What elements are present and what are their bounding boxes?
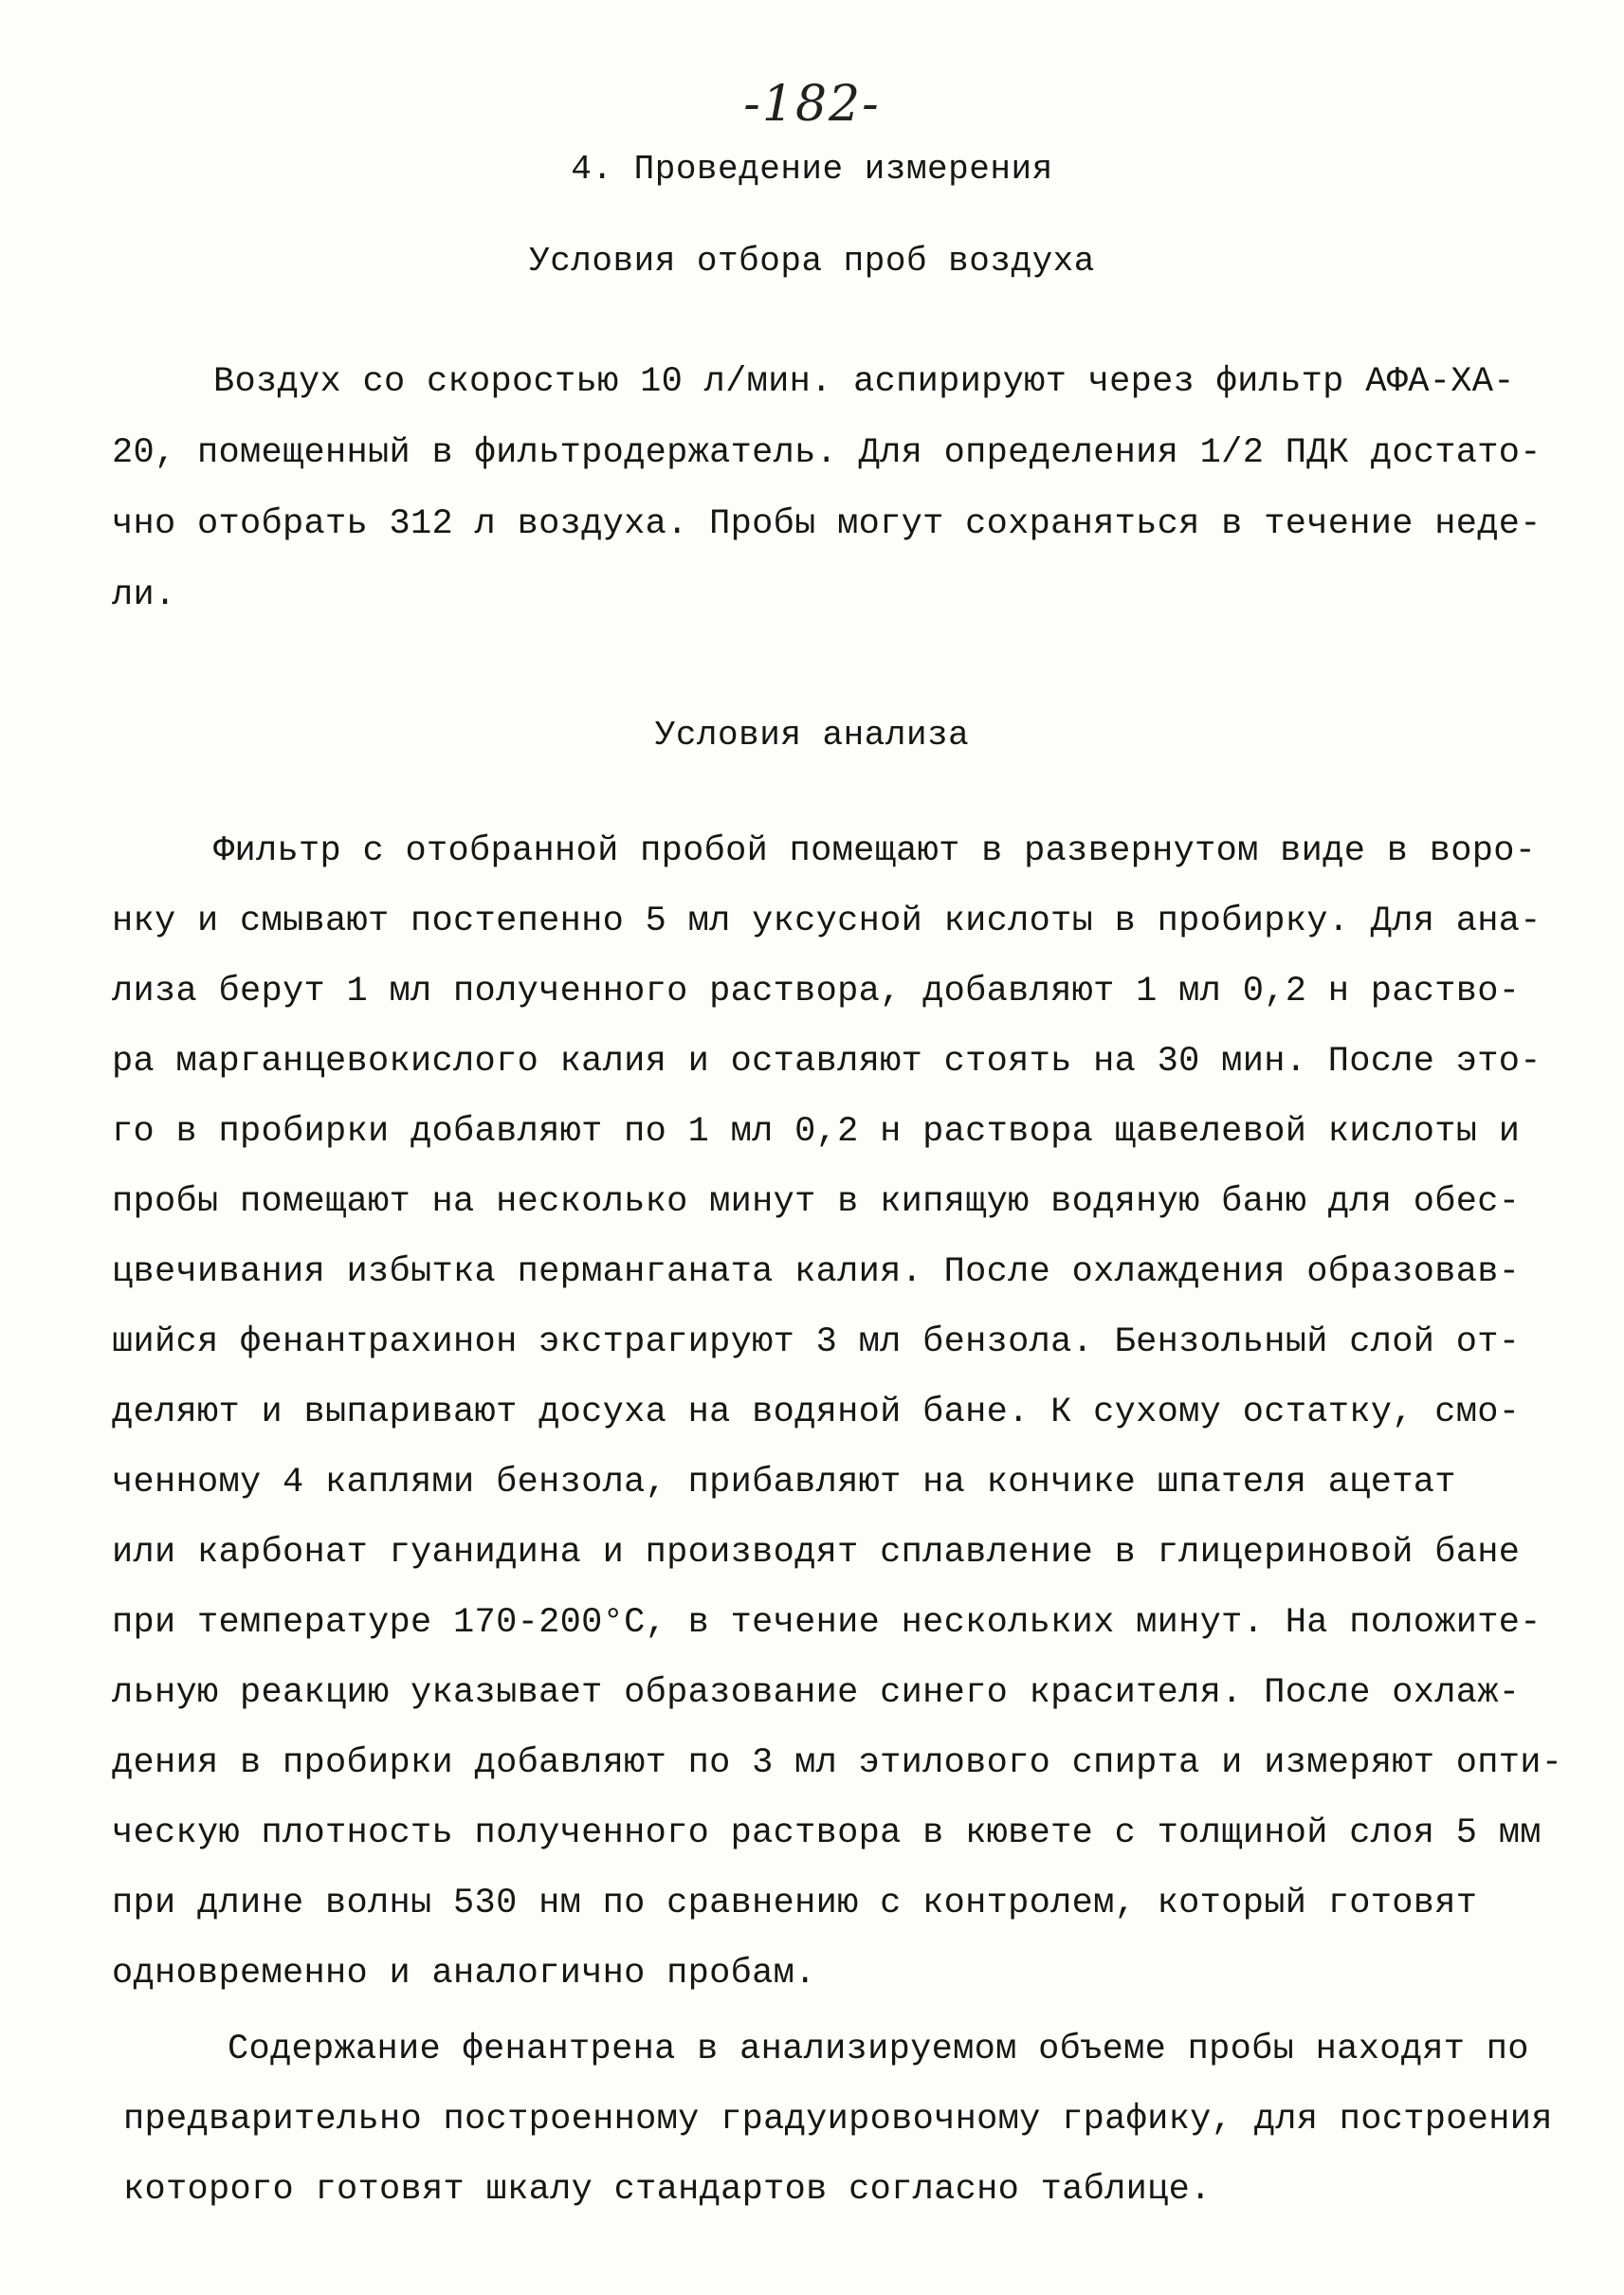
- text-line: или карбонат гуанидина и производят сплавление в глицериновой бане: [112, 1533, 1521, 1573]
- text-line: ли.: [112, 575, 176, 615]
- text-line: пробы помещают на несколько минут в кипящую водяную баню для обес-: [112, 1182, 1521, 1222]
- section-title: 4. Проведение измерения: [571, 150, 1053, 189]
- text-line: ческую плотность полученного раствора в кювете с толщиной слоя 5 мм: [112, 1813, 1542, 1853]
- text-line: одновременно и аналогично пробам.: [112, 1954, 816, 1994]
- text-line: при температуре 170-200°С, в течение нескольких минут. На положите-: [112, 1603, 1542, 1643]
- page-number: -182-: [743, 76, 881, 133]
- subsection-analysis: Условия анализа: [654, 716, 970, 755]
- text-line: Фильтр с отобранной пробой помещают в развернутом виде в воро-: [213, 831, 1537, 871]
- text-line: деляют и выпаривают досуха на водяной бане. К сухому остатку, смо-: [112, 1393, 1521, 1432]
- text-line: Содержание фенантрена в анализируемом объеме пробы находят по: [228, 2030, 1529, 2069]
- text-line: льную реакцию указывает образование синего красителя. После охлаж-: [112, 1673, 1521, 1713]
- text-line: Воздух со скоростью 10 л/мин. аспирируют через фильтр АФА-ХА-: [213, 362, 1515, 402]
- text-line: при длине волны 530 нм по сравнению с контролем, который готовят: [112, 1884, 1478, 1923]
- text-line: чно отобрать 312 л воздуха. Пробы могут сохраняться в течение неде-: [112, 504, 1542, 544]
- text-line: ра марганцевокислого калия и оставляют стоять на 30 мин. После это-: [112, 1042, 1542, 1082]
- text-line: предварительно построенному градуировочному графику, для построения: [123, 2100, 1553, 2140]
- text-line: цвечивания избытка перманганата калия. После охлаждения образовав-: [112, 1252, 1521, 1292]
- text-line: которого готовят шкалу стандартов согласно таблице.: [123, 2170, 1212, 2210]
- text-line: шийся фенантрахинон экстрагируют 3 мл бензола. Бензольный слой от-: [112, 1322, 1521, 1362]
- text-line: дения в пробирки добавляют по 3 мл этилового спирта и измеряют опти-: [112, 1743, 1563, 1783]
- text-line: ченному 4 каплями бензола, прибавляют на кончике шпателя ацетат: [112, 1463, 1456, 1503]
- text-line: го в пробирки добавляют по 1 мл 0,2 н раствора щавелевой кислоты и: [112, 1112, 1521, 1152]
- text-line: лиза берут 1 мл полученного раствора, добавляют 1 мл 0,2 н раство-: [112, 972, 1521, 1011]
- subsection-sampling: Условия отбора проб воздуха: [529, 242, 1095, 281]
- text-line: 20, помещенный в фильтродержатель. Для определения 1/2 ПДК достато-: [112, 433, 1542, 473]
- text-line: нку и смывают постепенно 5 мл уксусной кислоты в пробирку. Для ана-: [112, 902, 1542, 941]
